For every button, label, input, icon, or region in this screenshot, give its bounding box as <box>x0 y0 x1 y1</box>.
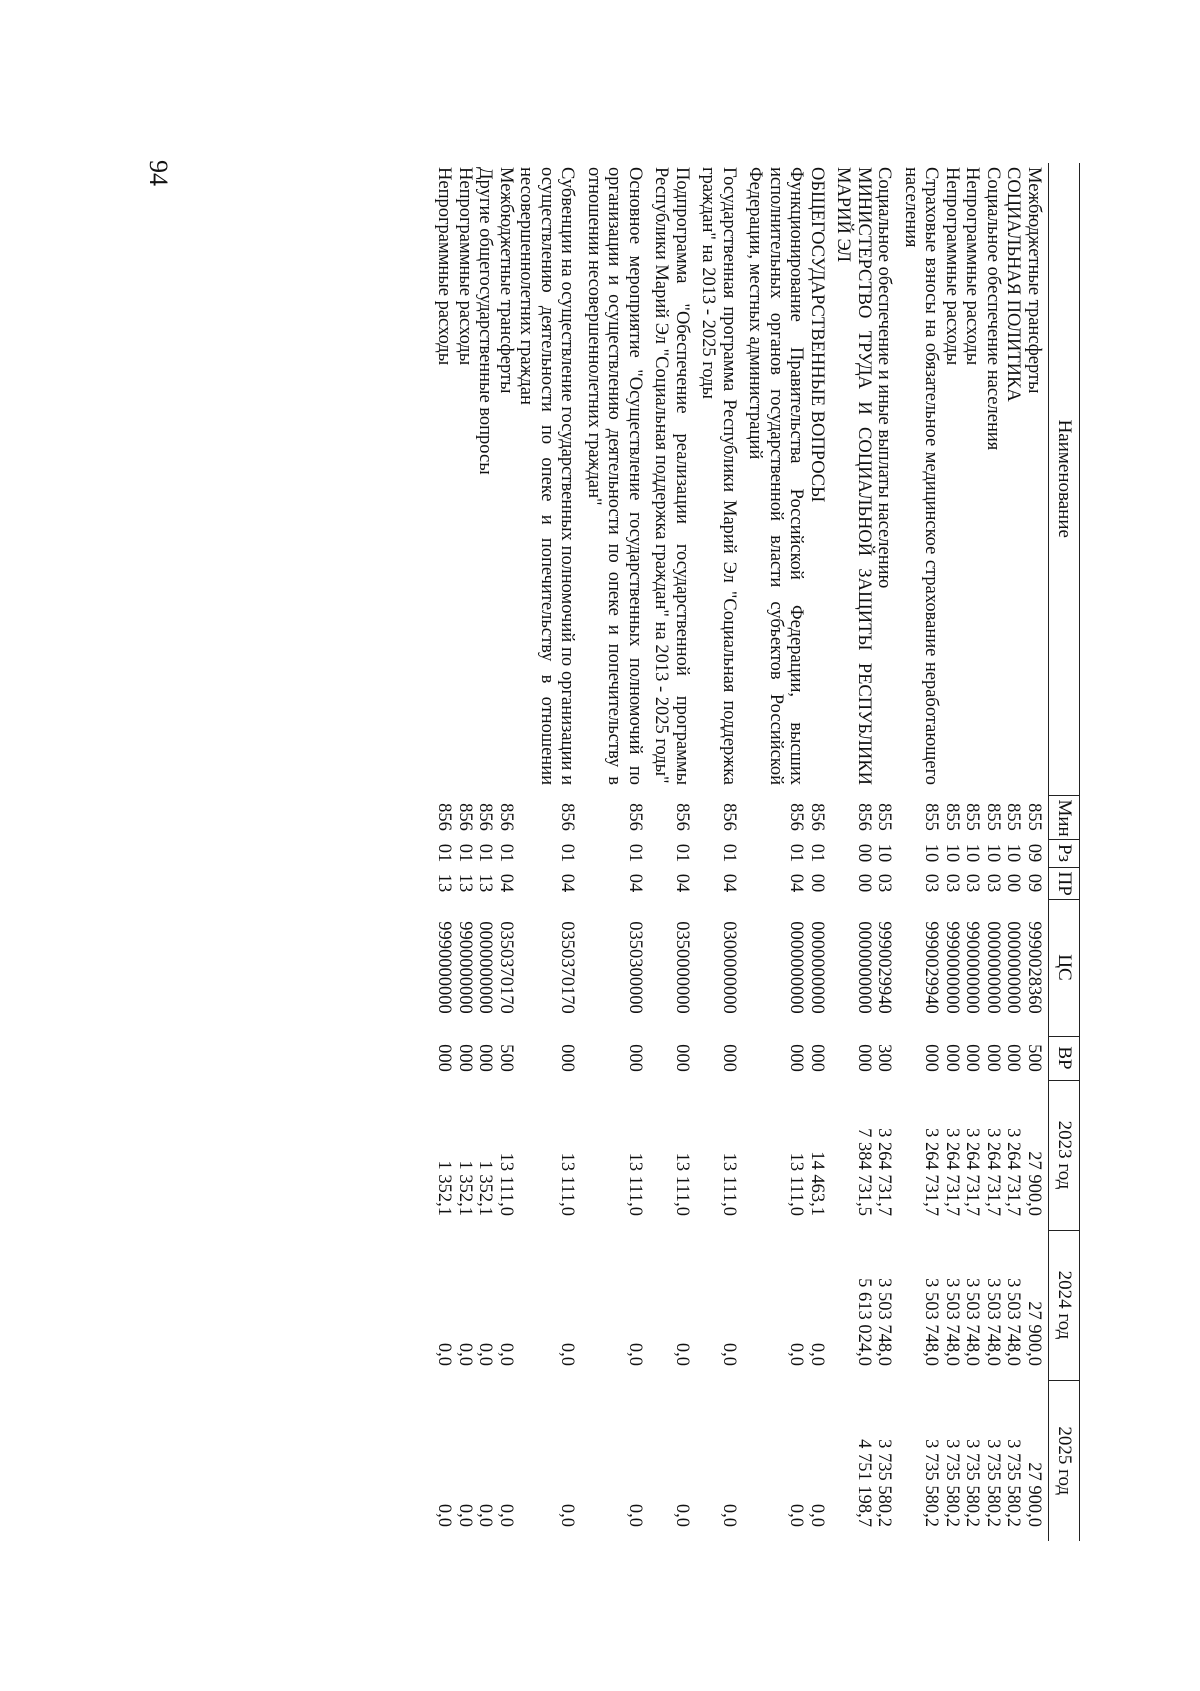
row-min: 856 <box>786 803 807 831</box>
table-row <box>584 163 652 1541</box>
table-row <box>1003 163 1024 1541</box>
table-body <box>434 163 1049 1541</box>
row-min: 856 <box>719 803 739 831</box>
row-name: Подпрограмма "Обеспечение реализации государственной программы Республики Марий Эл "Социальная поддержка граждан" на 2013 - 2025 годы" <box>651 167 692 785</box>
row-2024: 0,0 <box>475 1342 496 1366</box>
row-cs: 0000000000 <box>807 921 827 1014</box>
row-vr: 000 <box>1003 1044 1024 1072</box>
row-min: 856 <box>807 803 827 831</box>
row-name: Межбюджетные трансферты <box>1024 167 1044 394</box>
table-row <box>496 163 517 1541</box>
row-cs: 0350300000 <box>625 921 645 1014</box>
budget-table <box>434 163 1080 1541</box>
row-2024: 0,0 <box>625 1342 645 1366</box>
col-header-2025: 2025 год <box>1049 1380 1080 1541</box>
row-cs: 9990028360 <box>1024 921 1044 1014</box>
row-rz: 01 <box>475 843 496 863</box>
row-2024: 0,0 <box>455 1342 475 1366</box>
row-min: 855 <box>962 803 983 831</box>
row-pr: 00 <box>854 873 874 893</box>
row-pr: 03 <box>962 873 983 893</box>
table-row <box>833 163 874 1541</box>
row-name: Непрограммные расходы <box>962 167 983 366</box>
row-2023: 3 264 731,7 <box>962 1128 983 1216</box>
table-row <box>516 163 584 1541</box>
row-min: 856 <box>455 803 475 831</box>
row-2024: 0,0 <box>807 1342 827 1366</box>
row-pr: 13 <box>434 873 455 893</box>
row-pr: 09 <box>1024 873 1044 893</box>
row-cs: 0000000000 <box>983 921 1003 1014</box>
row-2025: 0,0 <box>455 1503 475 1527</box>
row-min: 855 <box>942 803 962 831</box>
table-row <box>475 163 496 1541</box>
row-2024: 27 900,0 <box>1024 1301 1044 1366</box>
row-vr: 000 <box>962 1044 983 1072</box>
row-pr: 03 <box>921 873 942 893</box>
row-rz: 01 <box>786 843 807 863</box>
row-min: 855 <box>1003 803 1024 831</box>
row-2023: 3 264 731,7 <box>921 1128 942 1216</box>
row-vr: 000 <box>942 1044 962 1072</box>
row-pr: 04 <box>672 873 692 893</box>
row-name: МИНИСТЕРСТВО ТРУДА И СОЦИАЛЬНОЙ ЗАЩИТЫ РЕСПУБЛИКИ МАРИЙ ЭЛ <box>833 167 874 785</box>
row-2025: 0,0 <box>434 1503 455 1527</box>
row-vr: 000 <box>455 1044 475 1072</box>
row-vr: 500 <box>1024 1044 1044 1072</box>
row-2023: 13 111,0 <box>625 1152 645 1216</box>
table-row <box>942 163 963 1541</box>
row-2024: 0,0 <box>496 1342 516 1366</box>
row-cs: 0000000000 <box>786 921 807 1014</box>
row-vr: 000 <box>807 1044 827 1072</box>
row-cs: 9900000000 <box>962 921 983 1014</box>
row-rz: 10 <box>1003 843 1024 863</box>
row-cs: 0000000000 <box>475 921 496 1014</box>
row-2023: 1 352,1 <box>434 1160 455 1216</box>
row-2023: 3 264 731,7 <box>1003 1128 1024 1216</box>
table-row <box>901 163 942 1541</box>
row-name: Непрограммные расходы <box>455 167 475 366</box>
page-number: 94 <box>144 160 173 186</box>
row-min: 856 <box>854 803 874 831</box>
row-cs: 9990000000 <box>942 921 962 1014</box>
row-name: Непрограммные расходы <box>434 167 455 366</box>
table-row <box>983 163 1004 1541</box>
row-pr: 03 <box>874 873 895 893</box>
row-cs: 0350370170 <box>496 921 516 1014</box>
row-2023: 13 111,0 <box>719 1152 739 1216</box>
row-vr: 300 <box>874 1044 895 1072</box>
table-row <box>1024 163 1049 1541</box>
row-rz: 10 <box>942 843 962 863</box>
row-pr: 04 <box>496 873 516 893</box>
row-name: Страховые взносы на обязательное медицинское страхование неработающего населения <box>901 167 942 785</box>
row-2023: 13 111,0 <box>557 1152 578 1216</box>
col-header-pr: ПР <box>1049 867 1080 899</box>
row-2023: 3 264 731,7 <box>983 1128 1003 1216</box>
row-2023: 1 352,1 <box>475 1160 496 1216</box>
row-vr: 000 <box>434 1044 455 1072</box>
row-pr: 03 <box>983 873 1003 893</box>
row-2025: 3 735 580,2 <box>962 1439 983 1527</box>
row-rz: 10 <box>983 843 1003 863</box>
row-cs: 9900000000 <box>455 921 475 1014</box>
table-header-row <box>1049 163 1080 1541</box>
row-name: Межбюджетные трансферты <box>496 167 516 394</box>
row-rz: 01 <box>719 843 739 863</box>
row-min: 856 <box>496 803 516 831</box>
row-min: 856 <box>434 803 455 831</box>
row-pr: 04 <box>786 873 807 893</box>
row-2025: 27 900,0 <box>1024 1462 1044 1527</box>
table-row <box>807 163 834 1541</box>
row-min: 855 <box>874 803 895 831</box>
col-header-cs: ЦС <box>1049 899 1080 1036</box>
row-2023: 1 352,1 <box>455 1160 475 1216</box>
row-2024: 3 503 748,0 <box>874 1278 895 1366</box>
row-2023: 7 384 731,5 <box>854 1128 874 1216</box>
row-cs: 0350370170 <box>557 921 578 1014</box>
row-rz: 01 <box>496 843 516 863</box>
table-row <box>745 163 807 1541</box>
row-name: ОБЩЕГОСУДАРСТВЕННЫЕ ВОПРОСЫ <box>807 167 827 503</box>
row-name: Непрограммные расходы <box>942 167 962 366</box>
row-2023: 13 111,0 <box>786 1152 807 1216</box>
col-header-name: Наименование <box>1049 163 1080 795</box>
row-min: 856 <box>557 803 578 831</box>
row-2025: 3 735 580,2 <box>874 1439 895 1527</box>
row-name: Субвенции на осуществление государственных полномочий по организации и осуществлению деятельности по опеке и попечительству в отношении несовершеннолетних граждан <box>516 167 578 785</box>
row-vr: 000 <box>786 1044 807 1072</box>
col-header-rz: Рз <box>1049 839 1080 867</box>
col-header-2024: 2024 год <box>1049 1230 1080 1380</box>
col-header-2023: 2023 год <box>1049 1080 1080 1230</box>
row-2025: 3 735 580,2 <box>921 1439 942 1527</box>
row-2025: 3 735 580,2 <box>942 1439 962 1527</box>
row-2025: 0,0 <box>557 1503 578 1527</box>
row-2025: 4 751 198,7 <box>854 1439 874 1527</box>
row-2023: 27 900,0 <box>1024 1151 1044 1216</box>
row-2025: 0,0 <box>625 1503 645 1527</box>
row-vr: 500 <box>496 1044 516 1072</box>
row-vr: 000 <box>557 1044 578 1072</box>
table-row <box>874 163 901 1541</box>
row-min: 855 <box>1024 803 1044 831</box>
row-2023: 3 264 731,7 <box>874 1128 895 1216</box>
row-2024: 0,0 <box>557 1342 578 1366</box>
row-pr: 04 <box>719 873 739 893</box>
row-vr: 000 <box>854 1044 874 1072</box>
budget-table-wrapper <box>50 163 1080 1541</box>
row-name: Социальное обеспечение и иные выплаты населению <box>874 167 895 589</box>
row-min: 856 <box>625 803 645 831</box>
row-2024: 3 503 748,0 <box>962 1278 983 1366</box>
row-2023: 13 111,0 <box>672 1152 692 1216</box>
row-2024: 0,0 <box>786 1342 807 1366</box>
row-2023: 14 463,1 <box>807 1151 827 1216</box>
row-2024: 3 503 748,0 <box>983 1278 1003 1366</box>
row-name: Функционирование Правительства Российской Федерации, высших исполнительных органов государственной власти субъектов Российской Федерации, местных администраций <box>745 167 807 785</box>
row-rz: 10 <box>962 843 983 863</box>
row-vr: 000 <box>921 1044 942 1072</box>
table-row <box>651 163 698 1541</box>
row-rz: 09 <box>1024 843 1044 863</box>
row-pr: 00 <box>807 873 827 893</box>
row-min: 855 <box>983 803 1003 831</box>
row-2025: 0,0 <box>496 1503 516 1527</box>
row-name: Основное мероприятие "Осуществление государственных полномочий по организации и осуществлению деятельности по опеке и попечительству в отношении несовершеннолетних граждан" <box>584 167 645 785</box>
row-min: 856 <box>475 803 496 831</box>
table-row <box>962 163 983 1541</box>
row-cs: 0350000000 <box>672 921 692 1014</box>
row-rz: 10 <box>874 843 895 863</box>
row-vr: 000 <box>475 1044 496 1072</box>
row-2025: 3 735 580,2 <box>983 1439 1003 1527</box>
row-rz: 01 <box>434 843 455 863</box>
row-cs: 0300000000 <box>719 921 739 1014</box>
row-pr: 04 <box>625 873 645 893</box>
row-vr: 000 <box>625 1044 645 1072</box>
row-pr: 13 <box>455 873 475 893</box>
row-2024: 3 503 748,0 <box>942 1278 962 1366</box>
row-rz: 01 <box>807 843 827 863</box>
row-pr: 00 <box>1003 873 1024 893</box>
row-2023: 3 264 731,7 <box>942 1128 962 1216</box>
col-header-vr: ВР <box>1049 1036 1080 1080</box>
table-row <box>698 163 745 1541</box>
row-cs: 9990029940 <box>921 921 942 1014</box>
row-2025: 0,0 <box>786 1503 807 1527</box>
row-2023: 13 111,0 <box>496 1152 516 1216</box>
row-rz: 01 <box>625 843 645 863</box>
row-2024: 0,0 <box>719 1342 739 1366</box>
row-min: 855 <box>921 803 942 831</box>
row-name: СОЦИАЛЬНАЯ ПОЛИТИКА <box>1003 167 1024 402</box>
row-rz: 10 <box>921 843 942 863</box>
row-vr: 000 <box>983 1044 1003 1072</box>
row-2025: 0,0 <box>719 1503 739 1527</box>
row-cs: 9990000000 <box>434 921 455 1014</box>
row-2025: 0,0 <box>807 1503 827 1527</box>
table-row <box>434 163 455 1541</box>
row-2025: 3 735 580,2 <box>1003 1439 1024 1527</box>
row-cs: 9990029940 <box>874 921 895 1014</box>
row-2025: 0,0 <box>672 1503 692 1527</box>
row-name: Государственная программа Республики Марий Эл "Социальная поддержка граждан" на 2013 - 2025 годы <box>698 167 739 785</box>
row-rz: 01 <box>672 843 692 863</box>
row-2024: 3 503 748,0 <box>1003 1278 1024 1366</box>
row-2024: 0,0 <box>672 1342 692 1366</box>
col-header-min: Мин <box>1049 795 1080 839</box>
row-vr: 000 <box>719 1044 739 1072</box>
row-vr: 000 <box>672 1044 692 1072</box>
row-min: 856 <box>672 803 692 831</box>
row-pr: 03 <box>942 873 962 893</box>
row-2025: 0,0 <box>475 1503 496 1527</box>
table-row <box>455 163 476 1541</box>
row-cs: 0000000000 <box>854 921 874 1014</box>
row-pr: 04 <box>557 873 578 893</box>
row-cs: 0000000000 <box>1003 921 1024 1014</box>
row-pr: 13 <box>475 873 496 893</box>
row-name: Другие общегосударственные вопросы <box>475 167 496 475</box>
row-rz: 01 <box>455 843 475 863</box>
row-rz: 00 <box>854 843 874 863</box>
row-2024: 5 613 024,0 <box>854 1278 874 1366</box>
row-2024: 0,0 <box>434 1342 455 1366</box>
row-name: Социальное обеспечение населения <box>983 167 1003 451</box>
row-rz: 01 <box>557 843 578 863</box>
row-2024: 3 503 748,0 <box>921 1278 942 1366</box>
